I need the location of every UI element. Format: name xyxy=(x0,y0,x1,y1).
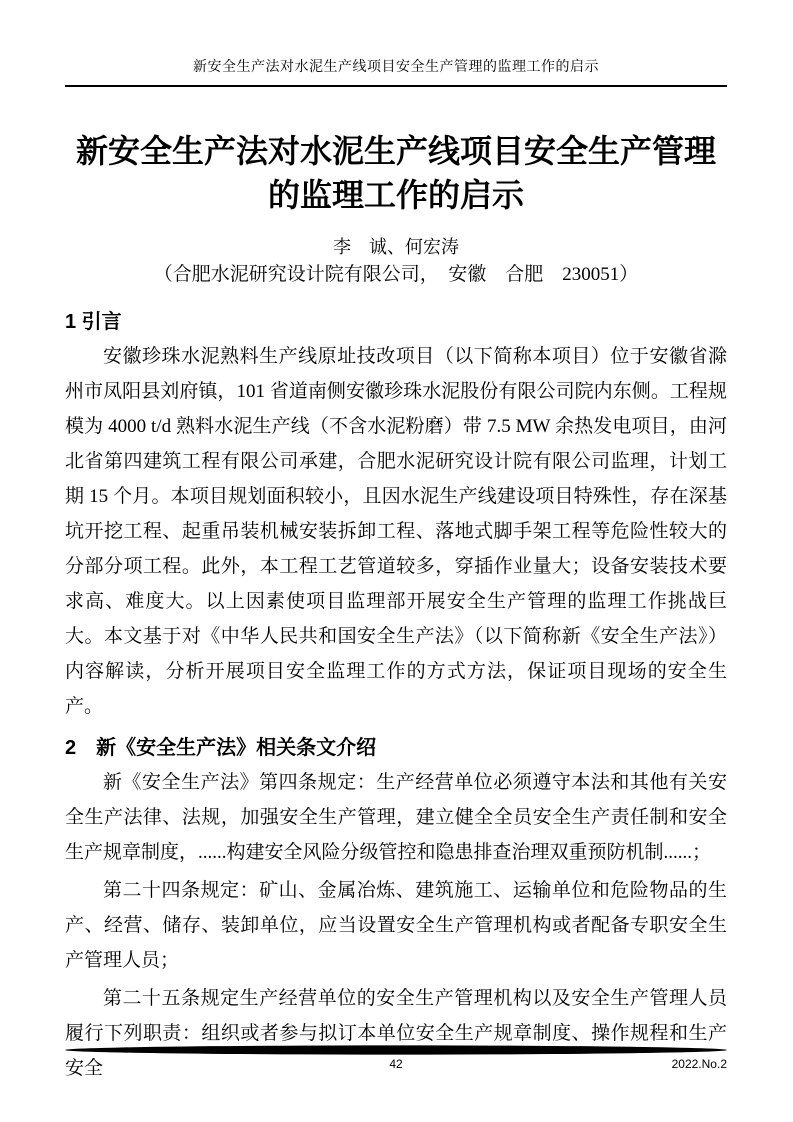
paragraph-article-25: 第二十五条规定生产经营单位的安全生产管理机构以及安全生产管理人员履行下列职责：组织或者参与拟订本单位安全生产规章制度、操作规程和生产安全 xyxy=(65,988,727,1079)
header-rule xyxy=(65,85,727,87)
section-heading-law-articles: 2 新《安全生产法》相关条文介绍 xyxy=(65,737,377,759)
paragraph-article-4: 新《安全生产法》第四条规定：生产经营单位必须遵守本法和其他有关安全生产法律、法规，加强安全生产管理，建立健全全员安全生产责任制和安全生产规章制度，......构建安全风险分级管控和隐患排查治理双重预防机制......； xyxy=(65,772,727,863)
page-title: 新安全生产法对水泥生产线项目安全生产管理的监理工作的启示 xyxy=(75,133,716,213)
issue-label: 2022.No.2 xyxy=(671,1057,727,1071)
running-head: 新安全生产法对水泥生产线项目安全生产管理的监理工作的启示 xyxy=(193,60,599,75)
paragraph-article-24: 第二十四条规定：矿山、金属冶炼、建筑施工、运输单位和危险物品的生产、经营、储存、装卸单位，应当设置安全生产管理机构或者配备专职安全生产管理人员； xyxy=(65,880,727,971)
affiliation-line: （合肥水泥研究设计院有限公司， 安徽 合肥 230051） xyxy=(153,264,639,285)
content-column xyxy=(65,0,727,1086)
paragraph-introduction: 安徽珍珠水泥熟料生产线原址技改项目（以下简称本项目）位于安徽省滁州市凤阳县刘府镇，101 省道南侧安徽珍珠水泥股份有限公司院内东侧。工程规模为 4000 t/d 熟料水泥生产线（不含水泥粉磨）带 7.5 MW 余热发电项目，由河北省第四建筑工程有限公司承建，合肥水泥研究设计院有限公司监理，计划工期 15 个月。本项目规划面积较小，且因水泥生产线建设项目特殊性，存在深基坑开挖工程、起重吊装机械安装拆卸工程、落地式脚手架工程等危险性较大的分部分项工程。此外，本工程工艺管道较多，穿插作业量大；设备安装技术要求高、难度大。以上因素使项目监理部开展安全生产管理的监理工作挑战巨大。本文基于对《中华人民共和国安全生产法》（以下简称新《安全生产法》）内容解读，分析开展项目安全监理工作的方式方法，保证项目现场的安全生产。 xyxy=(65,346,727,717)
page-number: 42 xyxy=(389,1057,403,1071)
authors-line: 李 诚、何宏涛 xyxy=(333,237,459,257)
footer xyxy=(65,1057,727,1073)
footer-divider-ornament xyxy=(65,1044,727,1056)
section-heading-introduction: 1 引言 xyxy=(65,311,122,333)
